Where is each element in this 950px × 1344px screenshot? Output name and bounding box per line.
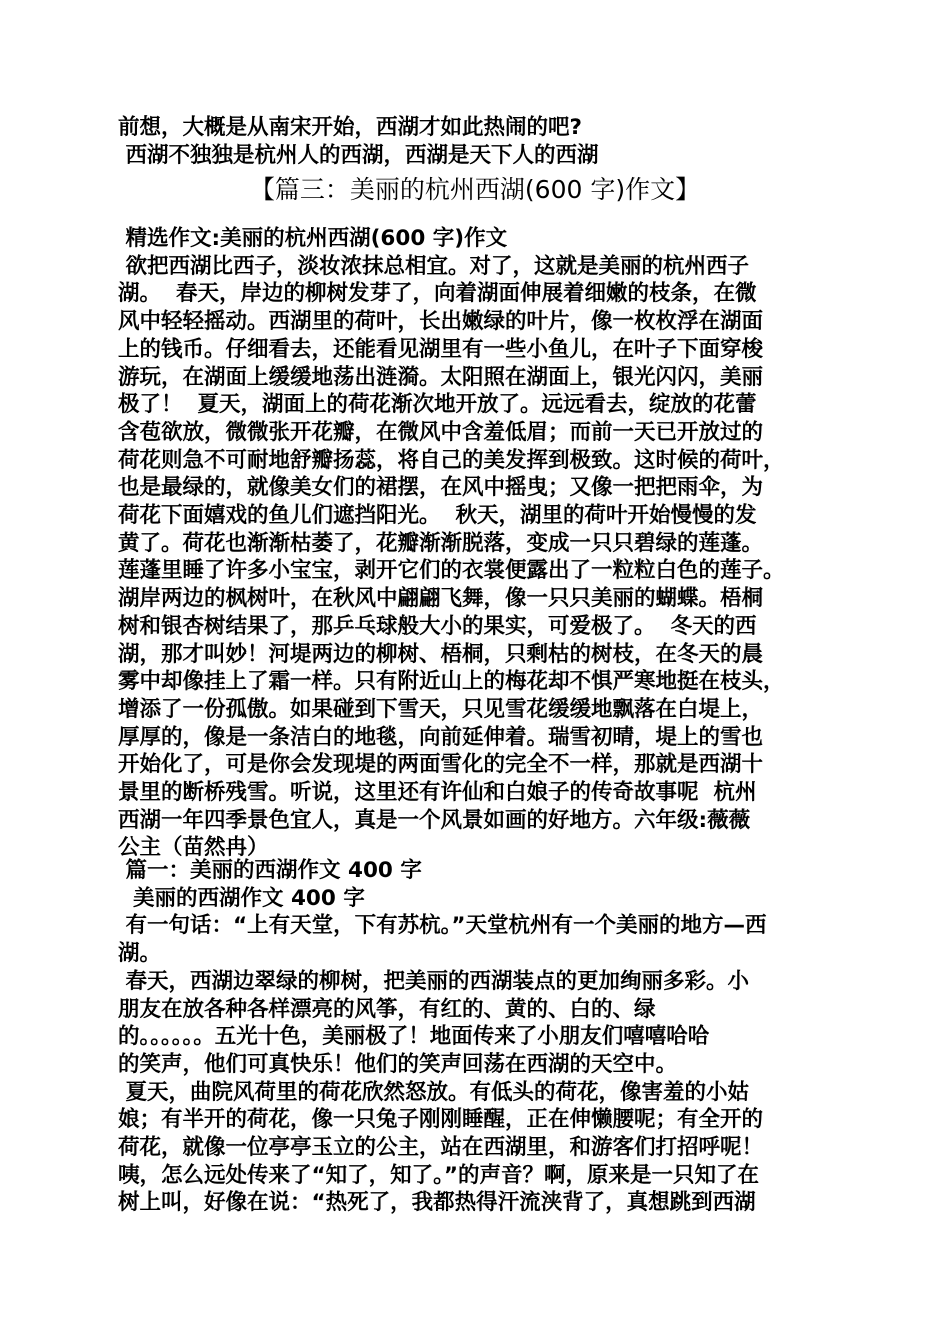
intro-paragraph: 前想，大概是从南宋开始，西湖才如此热闹的吧? 西湖不独独是杭州人的西湖，西湖是天下人的西湖 (118, 115, 599, 168)
essay-one-body: 篇一：美丽的西湖作文 400 字 美丽的西湖作文 400 字 有一句话：“上有天堂，下有苏杭。”天堂杭州有一个美丽的地方—西 湖。 春天，西湖边翠绿的柳树，把美丽的西湖装点的更加绚丽多彩。小 朋友在放各种各样漂亮的风筝，有红的、黄的、白的、绿 的。。。。。。五光十色，美丽极了！地面传来了小朋友们嘻嘻哈哈 的笑声，他们可真快乐！他们的笑声回荡在西湖的天空中。 夏天，曲院风荷里的荷花欣然怒放。有低头的荷花，像害羞的小姑 娘；有半开的荷花，像一只兔子刚刚睡醒，正在伸懒腰呢；有全开的 荷花，就像一位亭亭玉立的公主，站在西湖里，和游客们打招呼呢！ 咦，怎么远处传来了“知了，知了。”的声音？啊，原来是一只知了在 树上叫，好像在说：“热死了，我都热得汗流浃背了，真想跳到西湖 (118, 858, 767, 1216)
section-heading: 【篇三：美丽的杭州西湖(600 字)作文】 (249, 175, 701, 204)
essay-three-body: 精选作文:美丽的杭州西湖(600 字)作文 欲把西湖比西子，淡妆浓抹总相宜。对了，这就是美丽的杭州西子 湖。 春天，岸边的柳树发芽了，向着湖面伸展着细嫩的枝条，在微 风中轻轻摇动。西湖里的荷叶，长出嫩绿的叶片，像一枚枚浮在湖面 上的钱币。仔细看去，还能看见湖里有一些小鱼儿，在叶子下面穿梭 游玩，在湖面上缓缓地荡出涟漪。太阳照在湖面上，银光闪闪，美丽 极了！ 夏天，湖面上的荷花渐次地开放了。远远看去，绽放的花蕾 含苞欲放，微微张开花瓣，在微风中含羞低眉；而前一天已开放过的 荷花则急不可耐地舒瓣扬蕊，将自己的美发挥到极致。这时候的荷叶， 也是最绿的，就像美女们的裙摆，在风中摇曳；又像一把把雨伞，为 荷花下面嬉戏的鱼儿们遮挡阳光。 秋天，湖里的荷叶开始慢慢的发 黄了。荷花也渐渐枯萎了，花瓣渐渐脱落，变成一只只碧绿的莲蓬。 莲蓬里睡了许多小宝宝，剥开它们的衣裳便露出了一粒粒白色的莲子。 湖岸两边的枫树叶，在秋风中翩翩飞舞，像一只只美丽的蝴蝶。梧桐 树和银杏树结果了，那乒乓球般大小的果实，可爱极了。 冬天的西 湖，那才叫妙！河堤两边的柳树、梧桐，只剩枯的树枝，在冬天的晨 雾中却像挂上了霜一样。只有附近山上的梅花却不惧严寒地挺在枝头， 增添了一份孤傲。如果碰到下雪天，只见雪花缓缓地飘落在白堤上， 厚厚的，像是一条洁白的地毯，向前延伸着。瑞雪初晴，堤上的雪也 开始化了，可是你会发现堤的两面雪化的完全不一样，那就是西湖十 景里的断桥残雪。听说，这里还有许仙和白娘子的传奇故事呢 杭州 西湖一年四季景色宜人，真是一个风景如画的好地方。六年级:薇薇 公主（苗然冉） (118, 226, 785, 861)
